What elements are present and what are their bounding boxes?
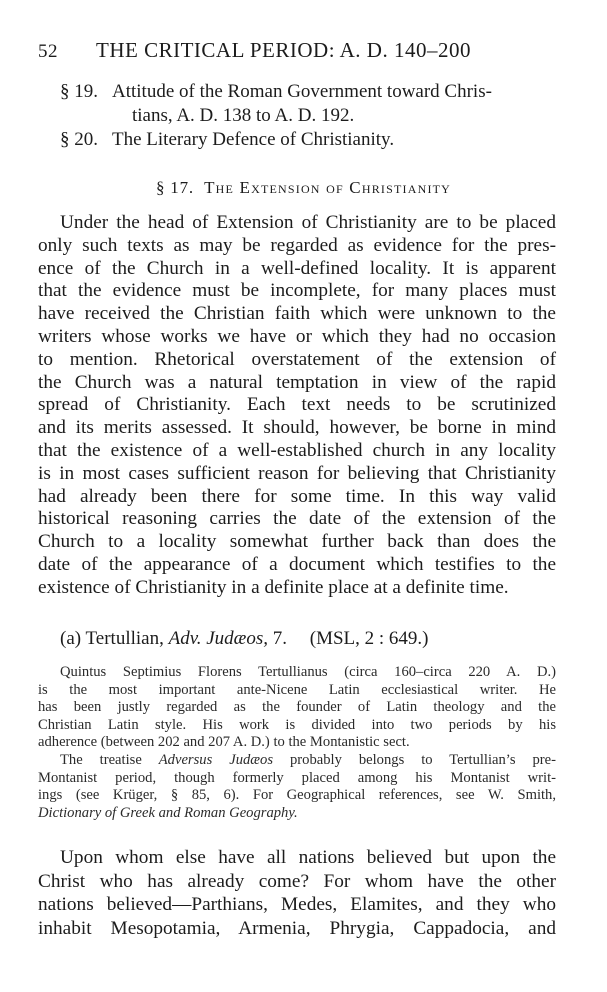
running-title: THE CRITICAL PERIOD: A. D. 140–200 bbox=[96, 38, 471, 62]
note-line: ings (see Krüger, § 85, 6). For Geographical references, see W. Smith, bbox=[38, 787, 556, 804]
text-line: existence of Christianity in a definite place at a definite time. bbox=[38, 576, 509, 598]
note-line: Quintus Septimius Florens Tertullianus (circa 160–circa 220 A. D.) bbox=[60, 664, 556, 680]
introductory-note-2 bbox=[38, 752, 556, 822]
text-line: the Church was a natural temptation in view of the rapid bbox=[38, 371, 556, 393]
text-line: nations believed—Parthians, Medes, Elamites, and they who bbox=[38, 894, 556, 915]
note-work-title: Adversus Judæos bbox=[158, 752, 274, 768]
source-reference: (MSL, 2 : 649.) bbox=[309, 628, 429, 649]
page-number: 52 bbox=[38, 41, 58, 62]
note-line: has been justly regarded as the founder of Latin theology and the bbox=[38, 699, 556, 716]
section-heading-title: The Extension of Christianity bbox=[204, 178, 452, 197]
running-head bbox=[38, 38, 558, 63]
text-line: date of the appearance of a document which testifies to the bbox=[38, 553, 556, 575]
toc-entry-19 bbox=[60, 80, 560, 128]
source-label: (a) bbox=[60, 628, 82, 649]
text-line: that the existence of a well-established church in any locality bbox=[38, 439, 556, 461]
note-text: probably belongs to Tertullian’s pre- bbox=[273, 752, 556, 768]
source-citation bbox=[60, 628, 560, 650]
note-line bbox=[38, 805, 556, 823]
toc-section-number: § 19. bbox=[60, 81, 98, 102]
section-heading bbox=[0, 178, 607, 198]
text-line: that the evidence must be incomplete, for many places must bbox=[38, 280, 556, 302]
note-text: The treatise bbox=[60, 752, 159, 768]
body-paragraph-1 bbox=[38, 212, 556, 600]
note-line: is the most important ante-Nicene Latin ecclesiastical writer. He bbox=[38, 681, 556, 698]
text-line: spread of Christianity. Each text needs to be scrutinized bbox=[38, 394, 556, 416]
text-line: Church to a locality somewhat further back than does the bbox=[38, 531, 556, 553]
toc-entry-text-continued: tians, A. D. 138 to A. D. 192. bbox=[132, 105, 355, 126]
text-line: writers whose works we have or which they had no occasion bbox=[38, 325, 556, 347]
section-heading-number: § 17. bbox=[155, 178, 194, 197]
toc-entry-20 bbox=[60, 128, 560, 152]
introductory-note-1 bbox=[38, 664, 556, 752]
body-paragraph-2 bbox=[38, 846, 556, 940]
source-author: Tertullian, bbox=[85, 628, 164, 649]
note-line: Christian Latin style. His work is divided into two periods by his bbox=[38, 716, 556, 733]
toc-entry-text: The Literary Defence of Christianity. bbox=[112, 129, 395, 150]
text-line: is in most cases sufficient reason for believing that Christianity bbox=[38, 462, 556, 484]
text-line: inhabit Mesopotamia, Armenia, Phrygia, Cappadocia, and bbox=[38, 917, 556, 939]
note-line bbox=[38, 752, 556, 770]
text-line: Christ who has already come? For whom have the other bbox=[38, 870, 556, 892]
text-line: only such texts as may be regarded as evidence for the pres- bbox=[38, 234, 556, 256]
toc-entry-text: Attitude of the Roman Government toward Chris- bbox=[112, 81, 492, 102]
source-work: Adv. Judæos, bbox=[168, 628, 268, 649]
text-line: and its merits assessed. It should, however, be borne in mind bbox=[38, 417, 556, 439]
text-line: had already been there for some time. In this way valid bbox=[38, 485, 556, 507]
text-line: Upon whom else have all nations believed but upon the bbox=[60, 847, 556, 868]
text-line: Under the head of Extension of Christianity are to be placed bbox=[60, 212, 556, 233]
text-line: ence of the Church in a well-defined locality. It is apparent bbox=[38, 257, 556, 279]
note-reference-title: Dictionary of Greek and Roman Geography. bbox=[38, 804, 298, 821]
toc-section-number: § 20. bbox=[60, 129, 98, 150]
text-line: to mention. Rhetorical overstatement of the extension of bbox=[38, 348, 556, 370]
source-chapter: 7. bbox=[272, 628, 287, 649]
text-line: have received the Christian faith which were unknown to the bbox=[38, 303, 556, 325]
note-line: Montanist period, though formerly placed among his Montanist writ- bbox=[38, 769, 556, 786]
note-line: adherence (between 202 and 207 A. D.) to the Montanistic sect. bbox=[38, 734, 410, 751]
text-line: historical reasoning carries the date of the extension of the bbox=[38, 508, 556, 530]
section-list bbox=[60, 80, 560, 152]
